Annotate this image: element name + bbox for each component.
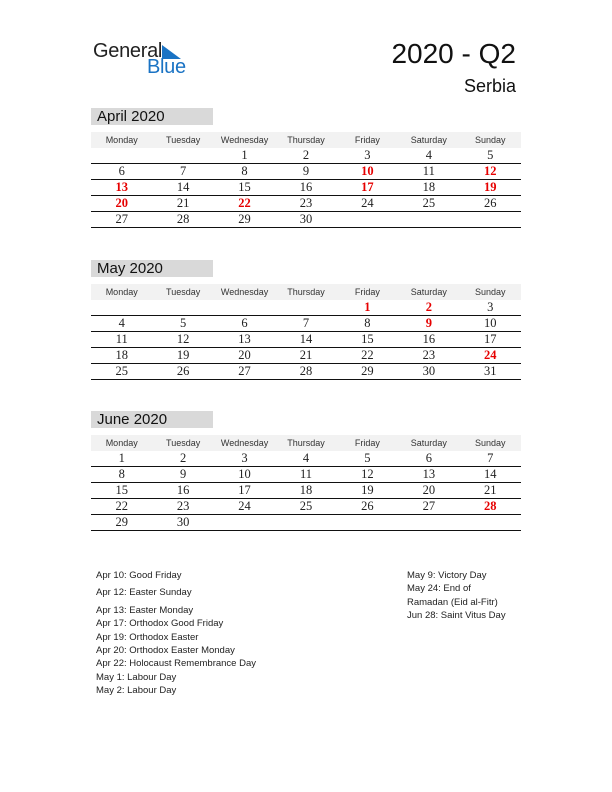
holiday-day-cell: 19 (460, 180, 521, 196)
day-cell: 7 (275, 316, 336, 332)
day-cell: 18 (275, 483, 336, 499)
day-cell: 16 (152, 483, 213, 499)
weekday-header: Sunday (460, 132, 521, 148)
holiday-note: May 1: Labour Day (96, 671, 177, 683)
month-may (91, 260, 521, 380)
day-cell: 15 (337, 332, 398, 348)
day-cell: 1 (214, 148, 275, 164)
day-cell: 11 (275, 467, 336, 483)
day-cell: 14 (275, 332, 336, 348)
holiday-day-cell: 12 (460, 164, 521, 180)
month-label: May 2020 (91, 260, 213, 277)
day-cell: 6 (398, 451, 459, 467)
calendar-grid (91, 132, 521, 228)
month-june (91, 411, 521, 531)
day-cell: 18 (91, 348, 152, 364)
weekday-header: Thursday (275, 284, 336, 300)
day-cell: 8 (214, 164, 275, 180)
day-cell: 26 (152, 364, 213, 380)
day-cell: 15 (91, 483, 152, 499)
weekday-header: Wednesday (214, 132, 275, 148)
day-cell: 14 (152, 180, 213, 196)
day-cell: 21 (152, 196, 213, 212)
day-cell: 10 (460, 316, 521, 332)
day-cell: 16 (275, 180, 336, 196)
day-cell: 23 (152, 499, 213, 515)
day-cell: 25 (91, 364, 152, 380)
day-cell: 27 (398, 499, 459, 515)
empty-cell (460, 212, 521, 228)
day-cell: 24 (337, 196, 398, 212)
day-cell: 31 (460, 364, 521, 380)
weekday-header: Friday (337, 284, 398, 300)
day-cell: 2 (152, 451, 213, 467)
holiday-day-cell: 13 (91, 180, 152, 196)
empty-cell (91, 300, 152, 316)
day-cell: 25 (398, 196, 459, 212)
weekday-header: Friday (337, 132, 398, 148)
day-cell: 8 (91, 467, 152, 483)
holiday-note: Apr 10: Good Friday (96, 570, 182, 581)
day-cell: 13 (398, 467, 459, 483)
empty-cell (275, 515, 336, 531)
day-cell: 3 (214, 451, 275, 467)
day-cell: 1 (91, 451, 152, 467)
empty-cell (152, 300, 213, 316)
day-cell: 6 (214, 316, 275, 332)
weekday-header: Sunday (460, 435, 521, 451)
weekday-header: Monday (91, 132, 152, 148)
week-row (91, 148, 521, 164)
day-cell: 17 (214, 483, 275, 499)
holiday-note: Apr 20: Orthodox Easter Monday (96, 644, 235, 656)
day-cell: 28 (275, 364, 336, 380)
day-cell: 5 (337, 451, 398, 467)
holiday-day-cell: 24 (460, 348, 521, 364)
weekday-header: Monday (91, 284, 152, 300)
day-cell: 16 (398, 332, 459, 348)
day-cell: 14 (460, 467, 521, 483)
empty-cell (460, 515, 521, 531)
day-cell: 19 (152, 348, 213, 364)
day-cell: 26 (337, 499, 398, 515)
week-row (91, 515, 521, 531)
country-name: Serbia (463, 76, 516, 96)
day-cell: 21 (460, 483, 521, 499)
holiday-note: Apr 13: Easter Monday (96, 604, 194, 616)
empty-cell (337, 515, 398, 531)
month-april (91, 108, 521, 228)
weekday-header: Tuesday (152, 132, 213, 148)
day-cell: 30 (152, 515, 213, 531)
day-cell: 9 (152, 467, 213, 483)
empty-cell (214, 515, 275, 531)
month-label: June 2020 (91, 411, 213, 428)
holiday-day-cell: 22 (214, 196, 275, 212)
calendar-grid (91, 284, 521, 380)
week-row (91, 348, 521, 364)
day-cell: 6 (91, 164, 152, 180)
holiday-day-cell: 28 (460, 499, 521, 515)
day-cell: 18 (398, 180, 459, 196)
week-row (91, 300, 521, 316)
weekday-header: Saturday (398, 435, 459, 451)
holiday-list-left (96, 569, 256, 698)
weekday-header: Monday (91, 435, 152, 451)
weekday-header: Saturday (398, 132, 459, 148)
holiday-day-cell: 17 (337, 180, 398, 196)
week-row (91, 316, 521, 332)
holiday-note: May 24: End of (407, 583, 471, 595)
weekday-header: Thursday (275, 132, 336, 148)
empty-cell (398, 212, 459, 228)
day-cell: 20 (214, 348, 275, 364)
week-row (91, 451, 521, 467)
day-cell: 23 (398, 348, 459, 364)
holiday-note: May 9: Victory Day (407, 570, 487, 581)
day-cell: 23 (275, 196, 336, 212)
empty-cell (398, 515, 459, 531)
day-cell: 3 (337, 148, 398, 164)
weekday-header: Thursday (275, 435, 336, 451)
day-cell: 10 (214, 467, 275, 483)
page-title: 2020 - Q2 (391, 38, 516, 69)
weekday-header: Wednesday (214, 435, 275, 451)
holiday-day-cell: 20 (91, 196, 152, 212)
weekday-header-row (91, 435, 521, 451)
day-cell: 13 (214, 332, 275, 348)
holiday-note: Apr 12: Easter Sunday (96, 587, 192, 599)
day-cell: 29 (91, 515, 152, 531)
day-cell: 4 (91, 316, 152, 332)
day-cell: 20 (398, 483, 459, 499)
day-cell: 3 (460, 300, 521, 316)
day-cell: 28 (152, 212, 213, 228)
day-cell: 22 (337, 348, 398, 364)
day-cell: 12 (337, 467, 398, 483)
week-row (91, 483, 521, 499)
day-cell: 15 (214, 180, 275, 196)
day-cell: 17 (460, 332, 521, 348)
day-cell: 7 (152, 164, 213, 180)
day-cell: 8 (337, 316, 398, 332)
holiday-note: Apr 17: Orthodox Good Friday (96, 618, 224, 630)
holiday-note: May 2: Labour Day (96, 685, 177, 697)
empty-cell (152, 148, 213, 164)
holiday-day-cell: 1 (337, 300, 398, 316)
week-row (91, 180, 521, 196)
week-row (91, 364, 521, 380)
empty-cell (91, 148, 152, 164)
holiday-note: Apr 19: Orthodox Easter (96, 631, 199, 643)
weekday-header: Tuesday (152, 435, 213, 451)
day-cell: 30 (275, 212, 336, 228)
day-cell: 25 (275, 499, 336, 515)
day-cell: 27 (91, 212, 152, 228)
week-row (91, 332, 521, 348)
day-cell: 21 (275, 348, 336, 364)
day-cell: 29 (214, 212, 275, 228)
day-cell: 11 (398, 164, 459, 180)
weekday-header: Sunday (460, 284, 521, 300)
logo-word-blue: Blue (147, 56, 186, 78)
day-cell: 27 (214, 364, 275, 380)
week-row (91, 467, 521, 483)
day-cell: 2 (275, 148, 336, 164)
empty-cell (275, 300, 336, 316)
empty-cell (214, 300, 275, 316)
holiday-day-cell: 9 (398, 316, 459, 332)
day-cell: 5 (460, 148, 521, 164)
day-cell: 5 (152, 316, 213, 332)
day-cell: 19 (337, 483, 398, 499)
day-cell: 24 (214, 499, 275, 515)
day-cell: 7 (460, 451, 521, 467)
empty-cell (337, 212, 398, 228)
holiday-note: Apr 22: Holocaust Remembrance Day (96, 658, 256, 670)
weekday-header-row (91, 284, 521, 300)
day-cell: 26 (460, 196, 521, 212)
holiday-note: Jun 28: Saint Vitus Day (407, 610, 506, 622)
weekday-header: Tuesday (152, 284, 213, 300)
calendar-grid (91, 435, 521, 531)
week-row (91, 196, 521, 212)
day-cell: 4 (275, 451, 336, 467)
weekday-header: Saturday (398, 284, 459, 300)
week-row (91, 164, 521, 180)
weekday-header: Friday (337, 435, 398, 451)
month-label: April 2020 (91, 108, 213, 125)
day-cell: 4 (398, 148, 459, 164)
weekday-header: Wednesday (214, 284, 275, 300)
weekday-header-row (91, 132, 521, 148)
day-cell: 22 (91, 499, 152, 515)
day-cell: 12 (152, 332, 213, 348)
logo-word-general: General (93, 40, 163, 62)
holiday-list-right (407, 569, 506, 623)
holiday-note: Ramadan (Eid al-Fitr) (407, 596, 498, 608)
day-cell: 29 (337, 364, 398, 380)
general-blue-logo (93, 40, 193, 80)
day-cell: 11 (91, 332, 152, 348)
week-row (91, 212, 521, 228)
holiday-day-cell: 10 (337, 164, 398, 180)
holiday-day-cell: 2 (398, 300, 459, 316)
week-row (91, 499, 521, 515)
day-cell: 30 (398, 364, 459, 380)
day-cell: 9 (275, 164, 336, 180)
